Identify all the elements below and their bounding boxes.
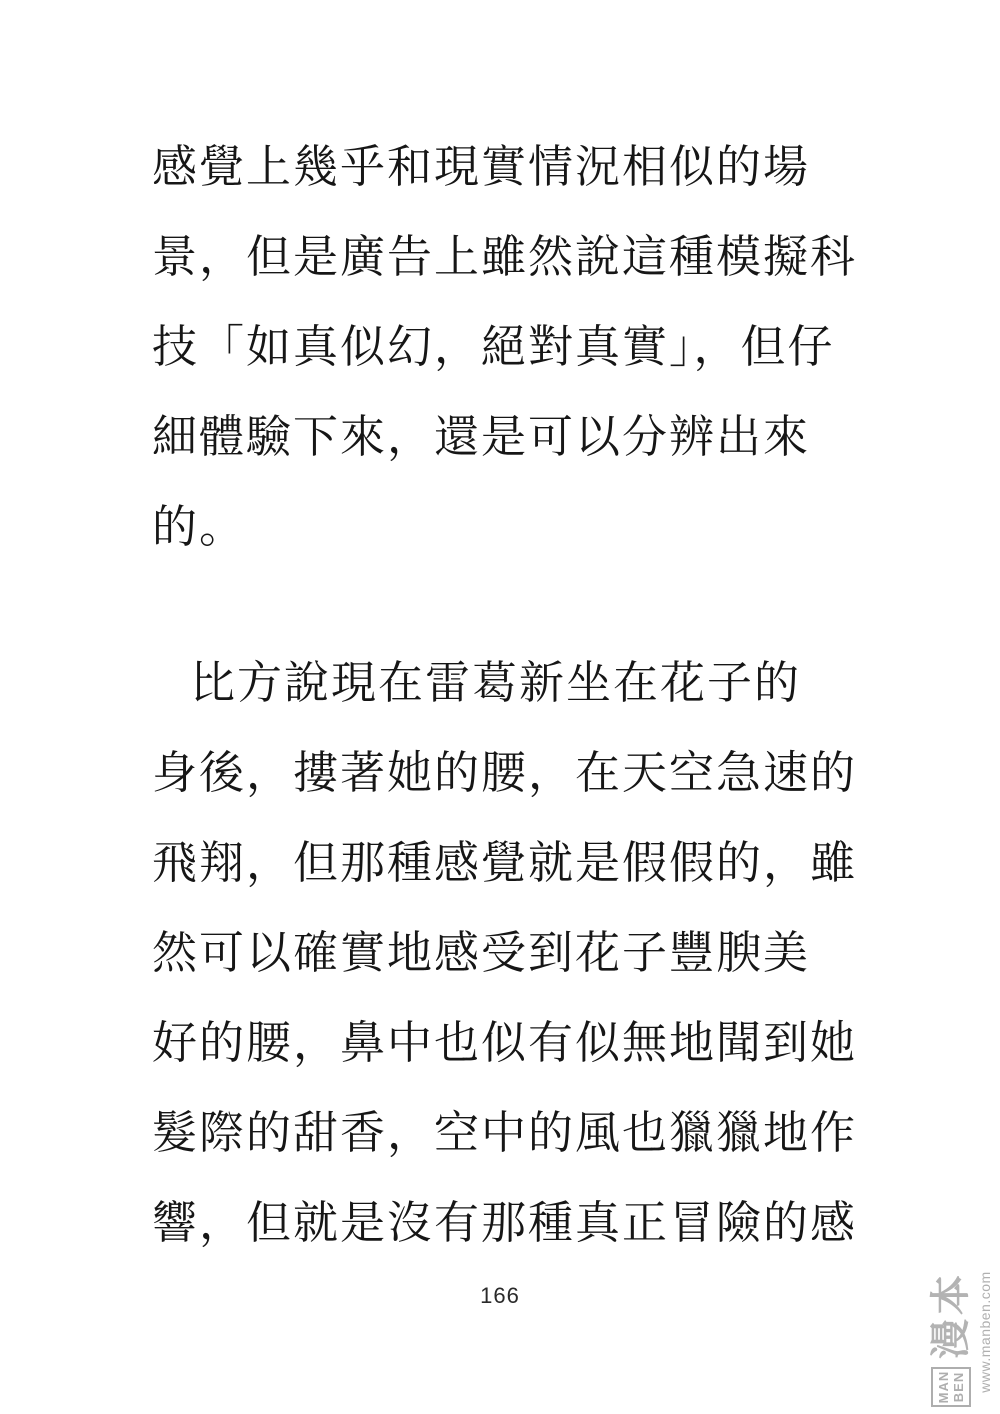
logo-text-bottom: BEN [951, 1371, 966, 1403]
watermark-url: www.manben.com [977, 1271, 993, 1393]
watermark-brand-text: 漫本 [929, 1271, 973, 1359]
text-line-11: 髮際的甜香，空中的風也獵獵地作 [152, 1107, 858, 1158]
manben-logo-icon [931, 1367, 971, 1407]
text-line-1: 感覺上幾乎和現實情況相似的場 [152, 141, 811, 192]
logo-text-top: MAN [936, 1370, 951, 1404]
text-line-9: 然可以確實地感受到花子豐腴美 [152, 927, 811, 978]
text-line-6: 比方說現在雷葛新坐在花子的 [190, 657, 802, 708]
watermark [928, 1257, 1000, 1407]
paragraph-2 [152, 638, 872, 1268]
text-line-2: 景，但是廣告上雖然說這種模擬科 [152, 231, 858, 282]
text-line-10: 好的腰，鼻中也似有似無地聞到她 [152, 1017, 858, 1068]
watermark-logo-row [928, 1257, 974, 1407]
page-number: 166 [480, 1283, 520, 1308]
text-line-7: 身後，摟著她的腰，在天空急速的 [152, 747, 858, 798]
text-line-8: 飛翔，但那種感覺就是假假的，雖 [152, 837, 858, 888]
paragraph-1 [152, 122, 872, 572]
text-line-4: 細體驗下來，還是可以分辨出來 [152, 411, 811, 462]
body-text [152, 122, 872, 1268]
text-line-3: 技「如真似幻，絕對真實」，但仔 [152, 321, 835, 372]
text-line-12: 響，但就是沒有那種真正冒險的感 [152, 1197, 858, 1248]
text-line-5: 的。 [152, 501, 247, 552]
